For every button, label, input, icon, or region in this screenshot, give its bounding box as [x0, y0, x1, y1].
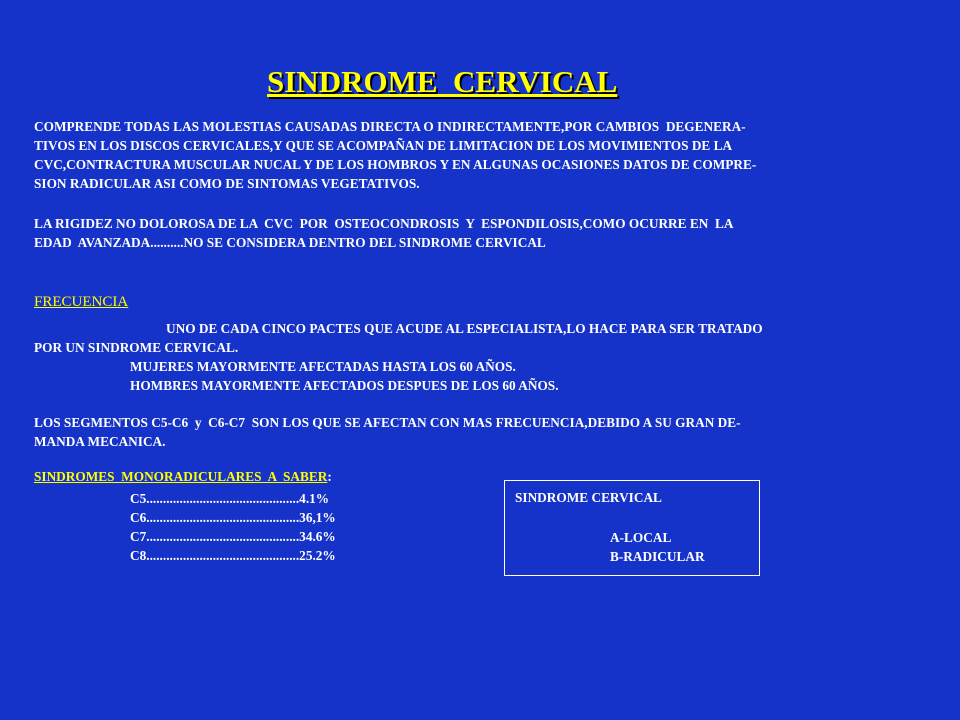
- intro-paragraph: [34, 117, 914, 193]
- segment-item-c8: C8..............................................25.2%: [130, 548, 336, 563]
- hombres-line: HOMBRES MAYORMENTE AFECTADOS DESPUES DE LOS 60 AÑOS.: [130, 378, 559, 393]
- classification-box-title: SINDROME CERVICAL: [515, 490, 662, 505]
- segment-item-c7: C7..............................................34.6%: [130, 529, 336, 544]
- classification-item-local: A-LOCAL: [610, 530, 672, 545]
- mujeres-line: MUJERES MAYORMENTE AFECTADAS HASTA LOS 60 AÑOS.: [130, 359, 516, 374]
- intro-line: TIVOS EN LOS DISCOS CERVICALES,Y QUE SE ACOMPAÑAN DE LIMITACION DE LOS MOVIMIENTOS DE LA: [34, 138, 733, 153]
- classification-item-radicular: B-RADICULAR: [610, 549, 705, 564]
- segmentos-line: MANDA MECANICA.: [34, 434, 166, 449]
- frecuencia-line: UNO DE CADA CINCO PACTES QUE ACUDE AL ESPECIALISTA,LO HACE PARA SER TRATADO: [166, 321, 763, 336]
- monoradiculares-heading: [34, 469, 332, 485]
- monoradiculares-colon: :: [327, 469, 332, 484]
- segment-list: [130, 489, 336, 565]
- segmentos-paragraph: [34, 413, 914, 451]
- classification-box: [504, 480, 760, 576]
- frecuencia-paragraph: [34, 319, 914, 395]
- slide-title: SINDROME CERVICAL: [267, 64, 618, 99]
- monoradiculares-heading-text: SINDROMES MONORADICULARES A SABER: [34, 469, 328, 484]
- segment-item-c5: C5..............................................4.1%: [130, 491, 330, 506]
- rigidez-line: LA RIGIDEZ NO DOLOROSA DE LA CVC POR OSTEOCONDROSIS Y ESPONDILOSIS,COMO OCURRE EN LA: [34, 216, 734, 231]
- frecuencia-heading: FRECUENCIA: [34, 294, 129, 310]
- rigidez-paragraph: [34, 214, 914, 252]
- intro-line: COMPRENDE TODAS LAS MOLESTIAS CAUSADAS DIRECTA O INDIRECTAMENTE,POR CAMBIOS DEGENERA-: [34, 119, 746, 134]
- frecuencia-line: POR UN SINDROME CERVICAL.: [34, 340, 239, 355]
- segment-item-c6: C6..............................................36,1%: [130, 510, 336, 525]
- rigidez-line: EDAD AVANZADA..........NO SE CONSIDERA DENTRO DEL SINDROME CERVICAL: [34, 235, 546, 250]
- segmentos-line: LOS SEGMENTOS C5-C6 y C6-C7 SON LOS QUE SE AFECTAN CON MAS FRECUENCIA,DEBIDO A SU GRAN DE-: [34, 415, 741, 430]
- intro-line: CVC,CONTRACTURA MUSCULAR NUCAL Y DE LOS HOMBROS Y EN ALGUNAS OCASIONES DATOS DE COMPRE-: [34, 157, 757, 172]
- intro-line: SION RADICULAR ASI COMO DE SINTOMAS VEGETATIVOS.: [34, 176, 420, 191]
